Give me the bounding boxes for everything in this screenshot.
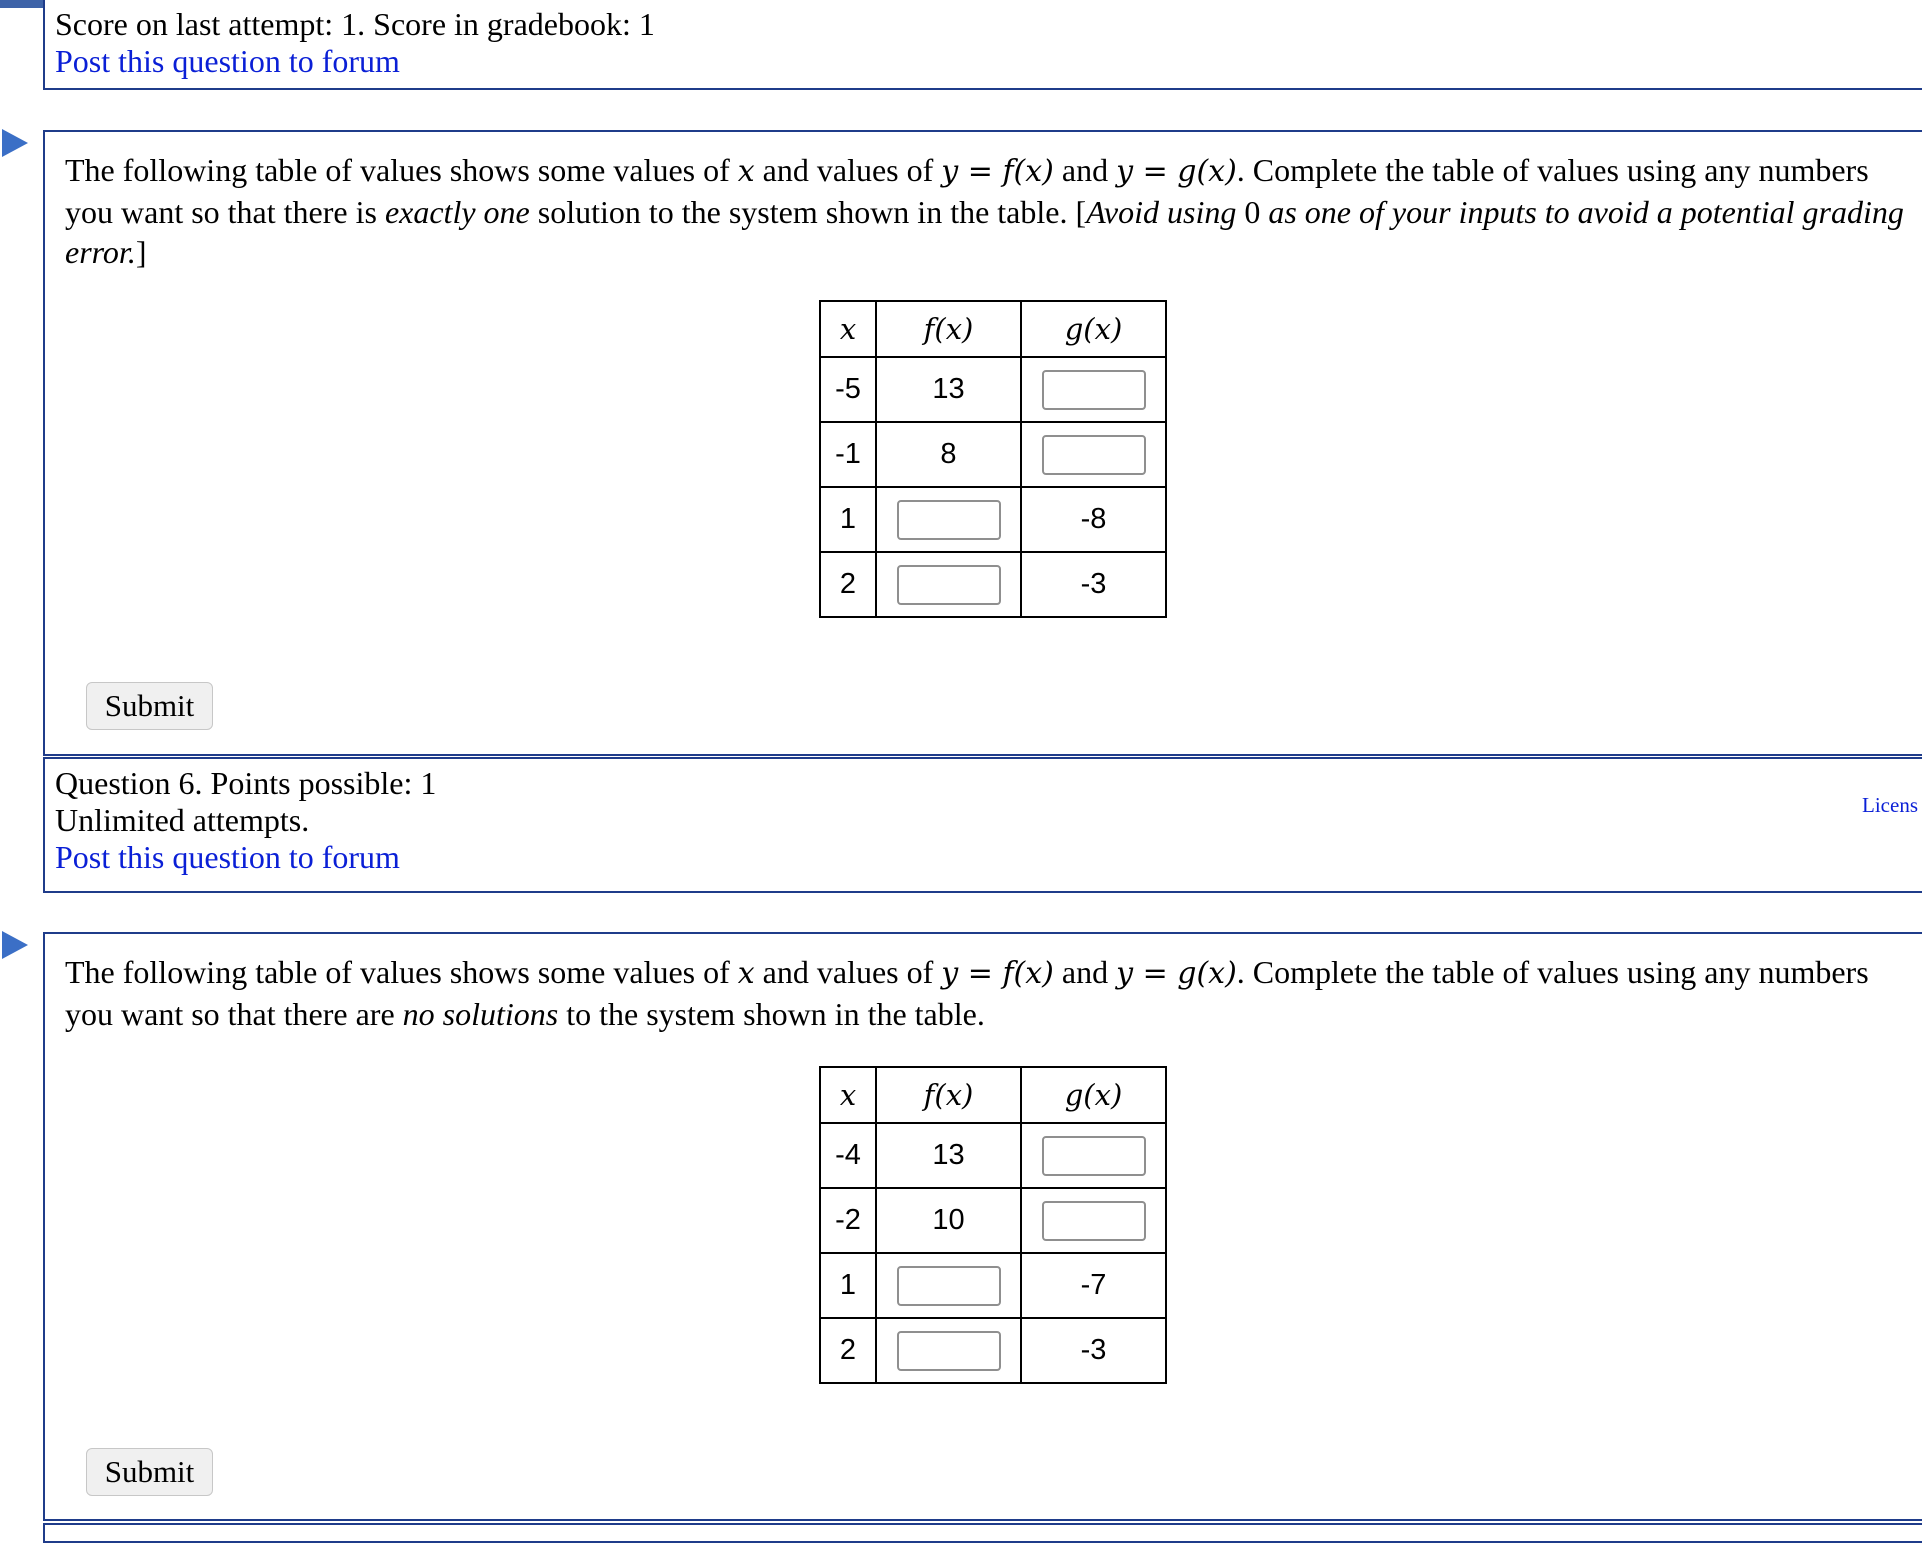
- header-x: x: [820, 301, 876, 357]
- answer-input[interactable]: [1042, 1136, 1146, 1176]
- x-cell: 1: [820, 487, 876, 552]
- license-link[interactable]: Licens: [1862, 793, 1918, 817]
- answer-input[interactable]: [897, 1331, 1001, 1371]
- x-cell: 2: [820, 1318, 876, 1383]
- question-6-body: [43, 932, 1922, 1521]
- submit-button[interactable]: Submit: [86, 1448, 213, 1496]
- gx-cell: [1021, 422, 1166, 487]
- gx-cell: [1021, 1188, 1166, 1253]
- header-fx: f(x): [876, 1067, 1021, 1123]
- post-to-forum-link[interactable]: Post this question to forum: [55, 839, 400, 875]
- x-cell: -1: [820, 422, 876, 487]
- answer-input[interactable]: [897, 500, 1001, 540]
- fx-cell: 10: [876, 1188, 1021, 1253]
- table-row: [820, 1123, 1166, 1188]
- table-row: [820, 1318, 1166, 1383]
- gx-cell: -8: [1021, 487, 1166, 552]
- question-title: Question 6. Points possible: 1: [55, 765, 437, 801]
- fx-cell: [876, 1318, 1021, 1383]
- submit-button[interactable]: Submit: [86, 682, 213, 730]
- x-cell: -2: [820, 1188, 876, 1253]
- x-cell: 2: [820, 552, 876, 617]
- header-gx: g(x): [1021, 301, 1166, 357]
- gx-cell: -3: [1021, 1318, 1166, 1383]
- answer-input[interactable]: [1042, 1201, 1146, 1241]
- table-row: [820, 357, 1166, 422]
- fx-cell: [876, 552, 1021, 617]
- answer-input[interactable]: [1042, 370, 1146, 410]
- x-cell: 1: [820, 1253, 876, 1318]
- table-header-row: [820, 301, 1166, 357]
- header-fx: f(x): [876, 301, 1021, 357]
- gx-cell: -7: [1021, 1253, 1166, 1318]
- question-5-header: [43, 0, 1922, 90]
- gx-cell: [1021, 357, 1166, 422]
- table-row: [820, 1253, 1166, 1318]
- fx-cell: 8: [876, 422, 1021, 487]
- table-row: [820, 422, 1166, 487]
- answer-input[interactable]: [897, 1266, 1001, 1306]
- fx-cell: [876, 487, 1021, 552]
- fx-cell: [876, 1253, 1021, 1318]
- expand-arrow-icon[interactable]: [2, 931, 28, 959]
- expand-arrow-icon[interactable]: [2, 129, 28, 157]
- values-table: [819, 300, 1167, 618]
- answer-input[interactable]: [1042, 435, 1146, 475]
- header-gx: g(x): [1021, 1067, 1166, 1123]
- question-text: The following table of values shows some values of x and values of y = f(x) and y = g(x). Complete the table of values using any numbers you want so that there are no solutions to the system shown in the table.: [65, 954, 1869, 1032]
- header-x: x: [820, 1067, 876, 1123]
- question-5-body: [43, 130, 1922, 756]
- x-cell: -4: [820, 1123, 876, 1188]
- table-header-row: [820, 1067, 1166, 1123]
- fx-cell: 13: [876, 357, 1021, 422]
- gx-cell: [1021, 1123, 1166, 1188]
- table-row: [820, 487, 1166, 552]
- score-text: Score on last attempt: 1. Score in gradebook: 1: [55, 6, 655, 42]
- attempts-text: Unlimited attempts.: [55, 802, 310, 838]
- answer-input[interactable]: [897, 565, 1001, 605]
- next-question-panel: [43, 1523, 1922, 1543]
- fx-cell: 13: [876, 1123, 1021, 1188]
- question-text: The following table of values shows some values of x and values of y = f(x) and y = g(x). Complete the table of values using any numbers you want so that there is exactly one solution to the system shown in the table. [Avoid using 0 as one of your inputs to avoid a potential grading error.]: [65, 152, 1904, 270]
- question-6-header: [43, 757, 1922, 893]
- x-cell: -5: [820, 357, 876, 422]
- table-row: [820, 1188, 1166, 1253]
- table-row: [820, 552, 1166, 617]
- post-to-forum-link[interactable]: Post this question to forum: [55, 43, 400, 79]
- gx-cell: -3: [1021, 552, 1166, 617]
- values-table: [819, 1066, 1167, 1384]
